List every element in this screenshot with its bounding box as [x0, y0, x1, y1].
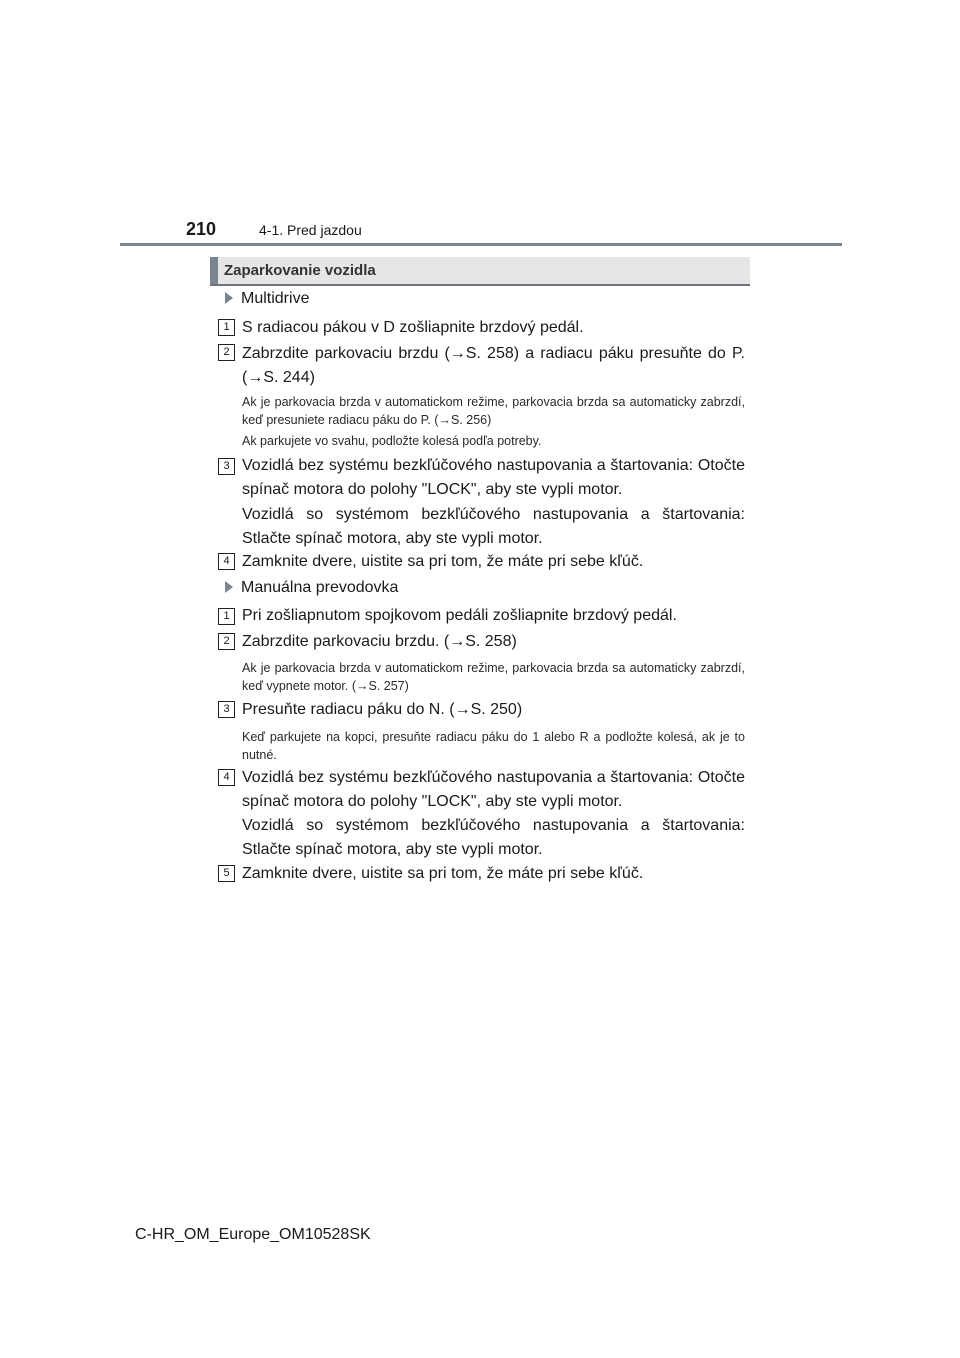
step-number: 2 [218, 344, 235, 361]
step-number: 4 [218, 769, 235, 786]
note-text: Ak parkujete vo svahu, podložte kolesá podľa potreby. [242, 434, 542, 448]
step-text: Presuňte radiacu páku do N. (→S. 250) [242, 701, 523, 718]
triangle-bullet-icon [225, 581, 233, 593]
header-divider [120, 243, 842, 246]
page-number: 210 [186, 219, 217, 239]
step-text-extra: Vozidlá so systémom bezkľúčového nastupovania a štartovania: Stlačte spínač motora, aby ste vypli motor. [242, 817, 745, 858]
step-number: 1 [218, 608, 235, 625]
step-text: Vozidlá bez systému bezkľúčového nastupovania a štartovania: Otočte spínač motora do polohy "LOCK", aby ste vypli motor. [242, 457, 745, 498]
subsection-title: Manuálna prevodovka [241, 579, 399, 596]
step-text: Zamknite dvere, uistite sa pri tom, že máte pri sebe kľúč. [242, 553, 644, 570]
step-text: Vozidlá bez systému bezkľúčového nastupovania a štartovania: Otočte spínač motora do polohy "LOCK", aby ste vypli motor. [242, 769, 745, 810]
step-text-extra: Vozidlá so systémom bezkľúčového nastupovania a štartovania: Stlačte spínač motora, aby ste vypli motor. [242, 506, 745, 547]
note-text: Ak je parkovacia brzda v automatickom režime, parkovacia brzda sa automaticky zabrzdí, keď vypnete motor. (→S. 257) [242, 661, 745, 693]
section-title: Zaparkovanie vozidla [224, 262, 376, 279]
note-text: Keď parkujete na kopci, presuňte radiacu páku do 1 alebo R a podložte kolesá, ak je to nutné. [242, 730, 745, 762]
subsection-manual [225, 579, 398, 597]
step-number: 3 [218, 701, 235, 718]
section-header [210, 257, 750, 286]
step-number: 1 [218, 319, 235, 336]
step-number: 5 [218, 865, 235, 882]
step-text: Zabrzdite parkovaciu brzdu. (→S. 258) [242, 633, 517, 650]
step-text: S radiacou pákou v D zošliapnite brzdový pedál. [242, 319, 584, 336]
step-text: Pri zošliapnutom spojkovom pedáli zošliapnite brzdový pedál. [242, 607, 677, 624]
subsection-title: Multidrive [241, 290, 310, 307]
step-number: 2 [218, 633, 235, 650]
step-text: Zabrzdite parkovaciu brzdu (→S. 258) a radiacu páku presuňte do P. (→S. 244) [242, 345, 745, 386]
step-number: 4 [218, 553, 235, 570]
step-number: 3 [218, 458, 235, 475]
chapter-label: 4-1. Pred jazdou [259, 222, 362, 238]
subsection-multidrive [225, 290, 309, 308]
step-text: Zamknite dvere, uistite sa pri tom, že máte pri sebe kľúč. [242, 865, 644, 882]
note-text: Ak je parkovacia brzda v automatickom režime, parkovacia brzda sa automaticky zabrzdí, keď presuniete radiacu páku do P. (→S. 256) [242, 395, 745, 427]
section-header-bar [210, 257, 218, 284]
triangle-bullet-icon [225, 292, 233, 304]
document-code: C-HR_OM_Europe_OM10528SK [135, 1226, 371, 1243]
